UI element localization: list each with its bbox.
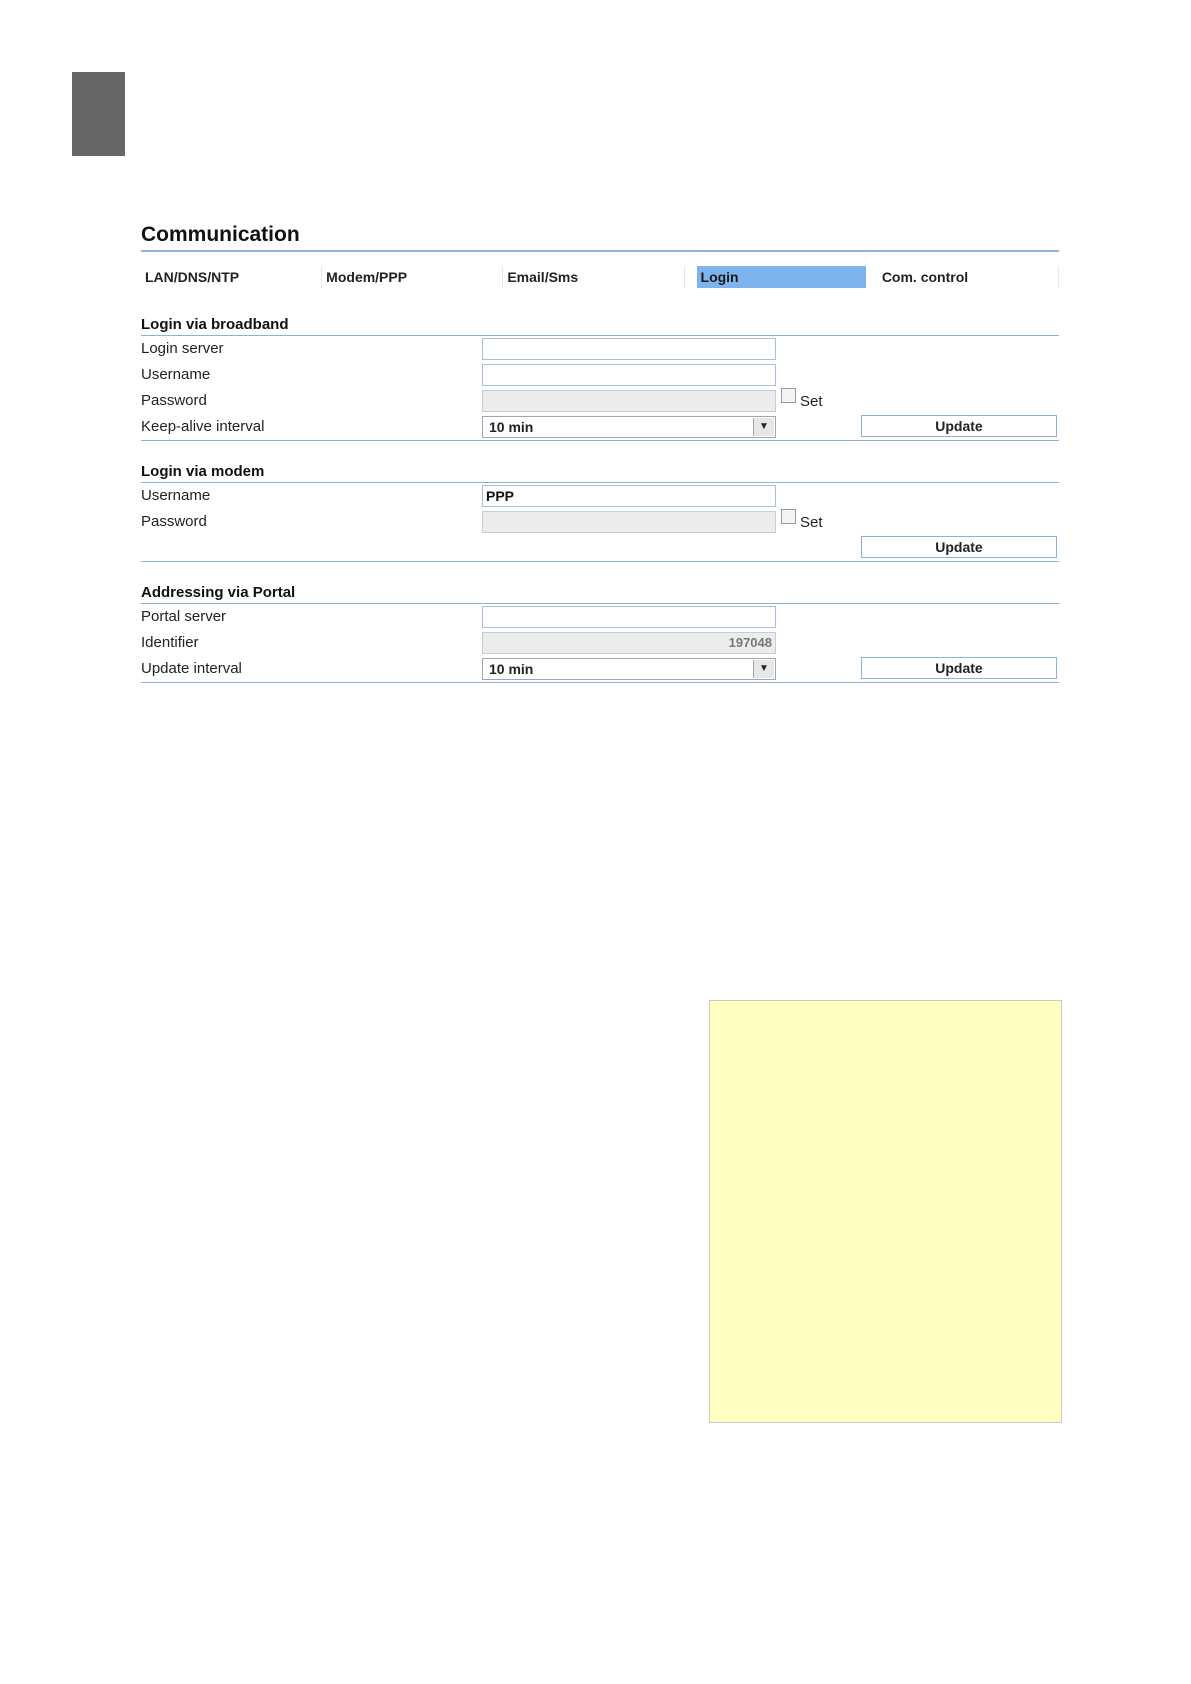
modem-username-input[interactable]	[482, 485, 776, 507]
update-interval-row	[141, 656, 1059, 683]
tab-com-control[interactable]: Com. control	[878, 266, 1059, 288]
identifier-field: 197048	[482, 632, 776, 654]
modem-username-row	[141, 483, 1059, 509]
chevron-down-icon[interactable]: ▼	[753, 418, 774, 436]
login-server-row	[141, 336, 1059, 362]
keepalive-label: Keep-alive interval	[141, 418, 265, 435]
modem-update-button[interactable]: Update	[861, 536, 1057, 558]
broadband-password-set-checkbox[interactable]	[781, 388, 796, 403]
update-interval-value: 10 min	[489, 661, 534, 677]
modem-username-label: Username	[141, 487, 211, 504]
page-title: Communication	[141, 222, 1059, 252]
update-interval-select[interactable]	[482, 658, 776, 680]
modem-password-row	[141, 509, 1059, 535]
broadband-password-set-label: Set	[800, 393, 823, 410]
broadband-username-input[interactable]	[482, 364, 776, 386]
tab-modem-ppp[interactable]: Modem/PPP	[322, 266, 503, 288]
tab-bar	[141, 266, 1059, 292]
broadband-password-input[interactable]	[482, 390, 776, 412]
broadband-update-button[interactable]: Update	[861, 415, 1057, 437]
portal-server-label: Portal server	[141, 608, 227, 625]
broadband-section	[141, 314, 1059, 441]
broadband-password-label: Password	[141, 392, 207, 409]
chevron-down-icon[interactable]: ▼	[753, 660, 774, 678]
portal-server-input[interactable]	[482, 606, 776, 628]
identifier-row	[141, 630, 1059, 656]
broadband-username-label: Username	[141, 366, 211, 383]
login-server-label: Login server	[141, 340, 224, 357]
portal-update-button[interactable]: Update	[861, 657, 1057, 679]
portal-server-row	[141, 604, 1059, 630]
tab-email-sms[interactable]: Email/Sms	[503, 266, 684, 288]
modem-password-set-checkbox[interactable]	[781, 509, 796, 524]
chapter-marker	[72, 72, 125, 156]
modem-password-label: Password	[141, 513, 207, 530]
login-server-input[interactable]	[482, 338, 776, 360]
note-box	[709, 1000, 1062, 1423]
modem-section-title: Login via modem	[141, 461, 1059, 483]
identifier-label: Identifier	[141, 634, 199, 651]
portal-section-title: Addressing via Portal	[141, 582, 1059, 604]
broadband-section-title: Login via broadband	[141, 314, 1059, 336]
keepalive-row	[141, 414, 1059, 441]
broadband-username-row	[141, 362, 1059, 388]
modem-update-row	[141, 535, 1059, 562]
keepalive-select[interactable]	[482, 416, 776, 438]
modem-password-set-label: Set	[800, 514, 823, 531]
keepalive-value: 10 min	[489, 419, 534, 435]
tab-lan-dns-ntp[interactable]: LAN/DNS/NTP	[141, 266, 322, 288]
portal-section	[141, 582, 1059, 683]
modem-section	[141, 461, 1059, 562]
update-interval-label: Update interval	[141, 660, 242, 677]
broadband-password-row	[141, 388, 1059, 414]
communication-panel	[141, 222, 1059, 683]
modem-password-input[interactable]	[482, 511, 776, 533]
tab-login[interactable]: Login	[697, 266, 866, 288]
